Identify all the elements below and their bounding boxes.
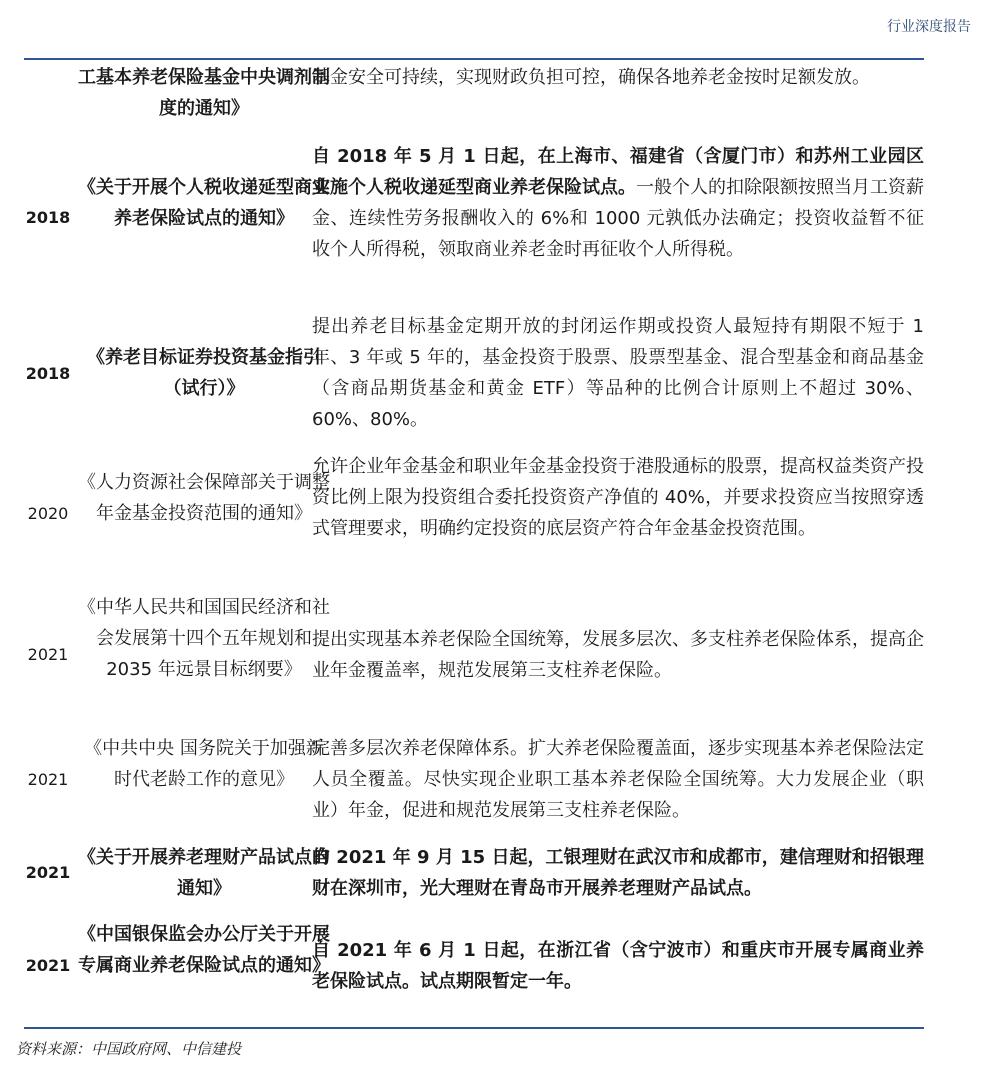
- row-description-text: 允许企业年金基金和职业年金基金投资于港股通标的股票，提高权益类资产投资比例上限为投资组合委托投资资产净值的 40%，并要求投资应当按照穿透式管理要求，明确约定投资的底层资产符合年金基金投资范围。: [312, 456, 924, 539]
- row-policy-title: 《中共中央 国务院关于加强新时代老龄工作的意见》: [84, 738, 324, 790]
- row-policy-title: 《关于开展个人税收递延型商业养老保险试点的通知》: [78, 177, 330, 229]
- row-year: 2021: [25, 956, 71, 975]
- row-description-highlight: 自 2021 年 9 月 15 日起，工银理财在武汉市和成都市，建信理财和招银理财在深圳市，光大理财在青岛市开展养老理财产品试点。: [312, 847, 924, 899]
- row-year: 2021: [27, 770, 69, 789]
- row-description: [312, 62, 924, 93]
- row-policy-title: 《关于开展养老理财产品试点的通知》: [78, 847, 330, 899]
- row-year: 2020: [27, 504, 69, 523]
- row-description-text: 一般个人的扣除限额按照当月工资薪金、连续性劳务报酬收入的 6%和 1000 元孰低办法确定；投资收益暂不征收个人所得税，领取商业养老金时再征收个人所得税。: [312, 177, 924, 260]
- table-row: [24, 62, 924, 124]
- row-description: [312, 935, 924, 997]
- row-description: [312, 733, 924, 826]
- row-policy-title: 《中华人民共和国国民经济和社会发展第十四个五年规划和 2035 年远景目标纲要》: [78, 597, 330, 680]
- row-description-highlight: 自 2021 年 6 月 1 日起，在浙江省（含宁波市）和重庆市开展专属商业养老保险试点。试点期限暂定一年。: [312, 940, 924, 992]
- row-description: [312, 624, 924, 686]
- row-policy-title: 《人力资源社会保障部关于调整年金基金投资范围的通知》: [78, 472, 330, 524]
- row-year: 2021: [27, 645, 69, 664]
- row-description-highlight: 自 2018 年 5 月 1 日起，在上海市、福建省（含厦门市）和苏州工业园区实施个人税收递延型商业养老保险试点。: [312, 146, 924, 198]
- row-description: [312, 451, 924, 544]
- row-year: 2021: [25, 863, 71, 882]
- table-row: [24, 141, 924, 296]
- table-row: [24, 919, 924, 1014]
- table-row: [24, 842, 924, 904]
- row-description-text: 提出实现基本养老保险全国统筹，发展多层次、多支柱养老保险体系，提高企业年金覆盖率，规范发展第三支柱养老保险。: [312, 629, 924, 681]
- row-policy-title: 工基本养老保险基金中央调剂制度的通知》: [78, 67, 330, 119]
- row-description-text: 完善多层次养老保障体系。扩大养老保险覆盖面，逐步实现基本养老保险法定人员全覆盖。尽快实现企业职工基本养老保险全国统筹。大力发展企业（职业）年金，促进和规范发展第三支柱养老保险。: [312, 738, 924, 821]
- row-year: 2018: [25, 208, 71, 227]
- row-description: [312, 311, 924, 435]
- table-row: [24, 311, 924, 435]
- table-top-rule: [24, 58, 924, 60]
- table-row: [24, 451, 924, 575]
- row-year: 2018: [25, 364, 71, 383]
- report-type-label: 行业深度报告: [887, 19, 971, 35]
- row-description-text: 基金安全可持续，实现财政负担可控，确保各地养老金按时足额发放。: [312, 67, 870, 88]
- table-row: [24, 592, 924, 716]
- table-row: [24, 733, 924, 826]
- source-note: 资料来源：中国政府网、中信建投: [16, 1040, 242, 1058]
- row-description: [312, 141, 924, 265]
- row-description-text: 提出养老目标基金定期开放的封闭运作期或投资人最短持有期限不短于 1 年、3 年或 5 年的，基金投资于股票、股票型基金、混合型基金和商品基金（含商品期货基金和黄金 ETF）等品种的比例合计原则上不超过 30%、60%、80%。: [312, 316, 924, 430]
- table-bottom-rule: [24, 1027, 924, 1029]
- row-description: [312, 842, 924, 904]
- row-policy-title: 《养老目标证券投资基金指引（试行）》: [87, 347, 321, 399]
- row-policy-title: 《中国银保监会办公厅关于开展专属商业养老保险试点的通知》: [78, 924, 330, 976]
